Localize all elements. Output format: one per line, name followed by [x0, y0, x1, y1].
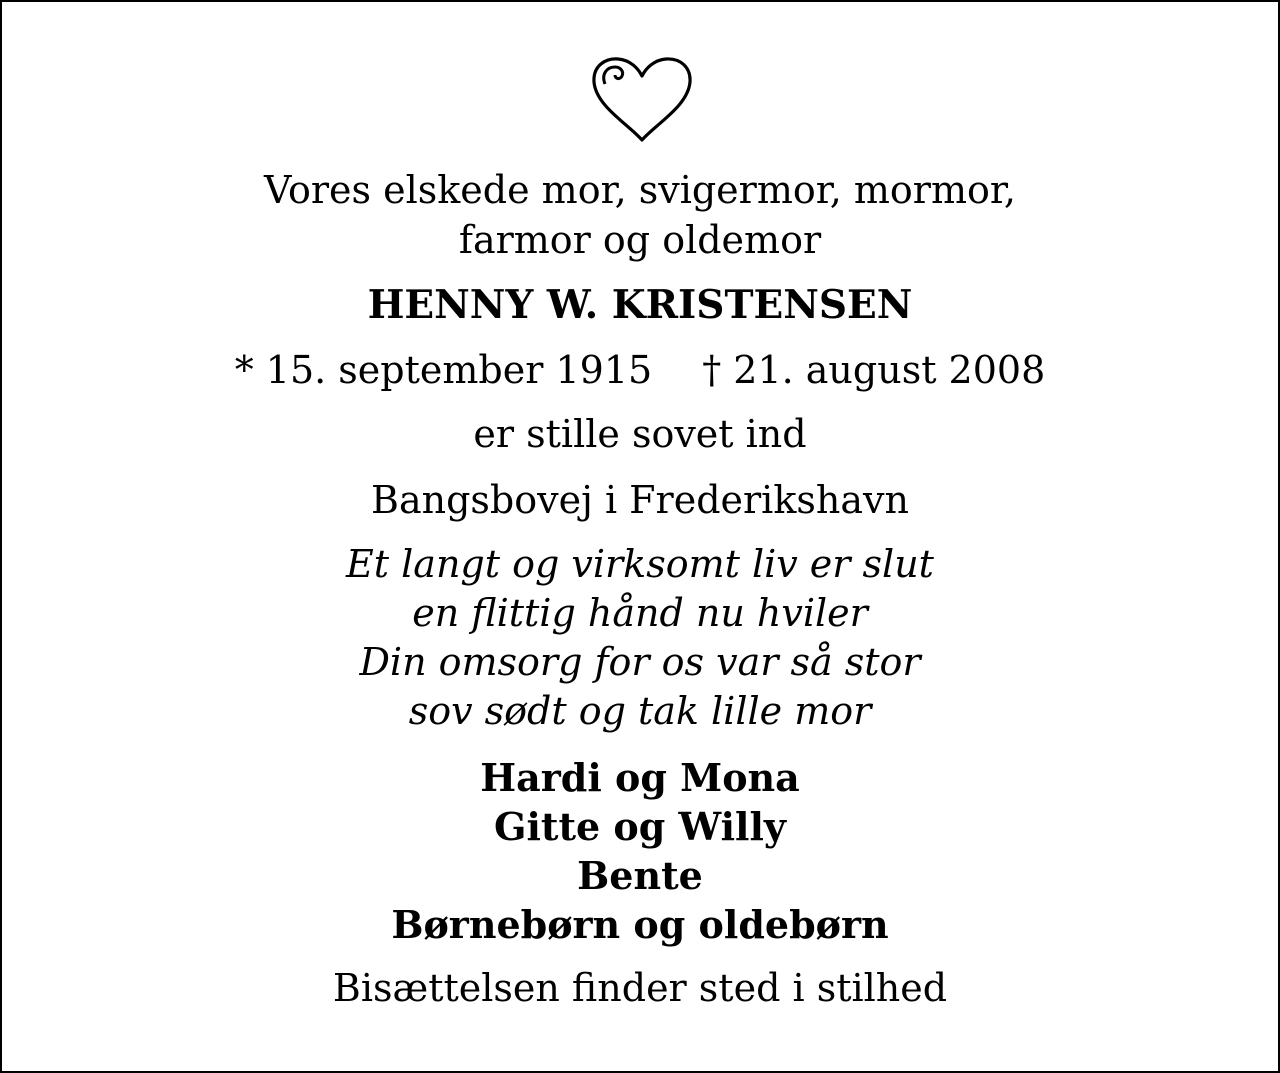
death-date: † 21. august 2008 [702, 348, 1046, 392]
closing-text: Bisættelsen finder sted i stilhed [332, 966, 948, 1010]
intro-line-1: Vores elskede mor, svigermor, mormor, [264, 168, 1016, 212]
heart-icon [588, 54, 696, 146]
verse-line-3: Din omsorg for os var så stor [359, 640, 921, 684]
mourner-3: Bente [577, 853, 703, 898]
deceased-name: HENNY W. KRISTENSEN [367, 282, 913, 328]
mourner-4: Børnebørn og oldebørn [391, 902, 889, 947]
verse-line-4: sov sødt og tak lille mor [408, 689, 872, 733]
passed-text: er stille sovet ind [473, 412, 807, 456]
place-text: Bangsbovej i Frederikshavn [371, 478, 909, 522]
mourner-1: Hardi og Mona [480, 755, 800, 800]
verse-line-1: Et langt og virksomt liv er slut [346, 542, 934, 586]
mourner-2: Gitte og Willy [494, 804, 786, 849]
life-dates [2, 348, 1278, 392]
verse-line-2: en flittig hånd nu hviler [412, 591, 868, 635]
intro-line-2: farmor og oldemor [458, 218, 822, 262]
birth-date: * 15. september 1915 [234, 348, 653, 392]
